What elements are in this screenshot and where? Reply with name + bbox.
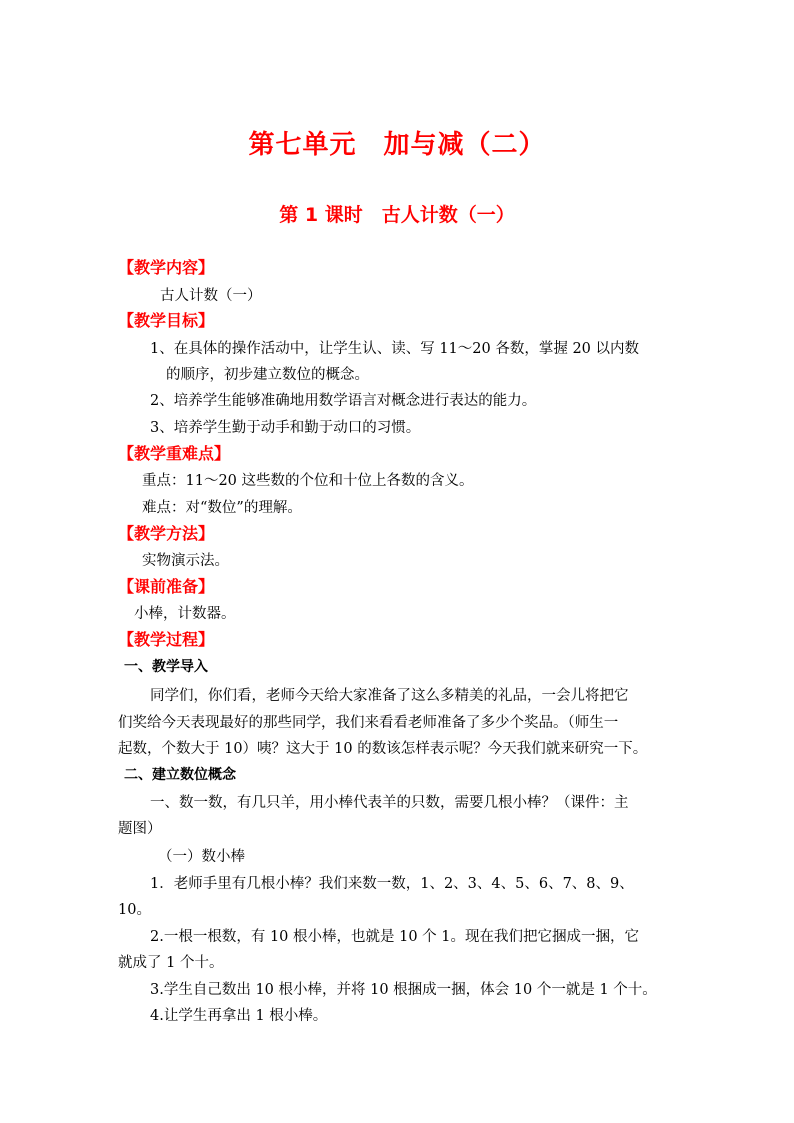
step-3: 3.学生自己数出 10 根小棒，并将 10 根捆成一捆，体会 10 个一就是 1 个十。 <box>150 982 657 998</box>
prep-heading: 【课前准备】 <box>118 577 215 596</box>
process-part-2-line-1: 一、数一数，有几只羊，用小棒代表羊的只数，需要几根小棒？（课件：主 <box>150 795 629 811</box>
goal-1-line-1: 1、在具体的操作活动中，让学生认、读、写 11～20 各数，掌握 20 以内数 <box>150 341 640 357</box>
step-1-line-1: 1．老师手里有几根小棒？我们来数一数，1、2、3、4、5、6、7、8、9、 <box>150 876 634 892</box>
step-2-line-1: 2.一根一根数，有 10 根小棒，也就是 10 个 1。现在我们把它捆成一捆，它 <box>150 929 640 945</box>
process-part-1-line-1: 同学们，你们看，老师今天给大家准备了这么多精美的礼品，一会儿将把它 <box>150 688 629 704</box>
step-1-line-2: 10。 <box>118 902 151 918</box>
prep-text: 小棒，计数器。 <box>134 606 236 622</box>
key-point: 重点：11～20 这些数的个位和十位上各数的含义。 <box>142 473 474 489</box>
content-text: 古人计数（一） <box>160 288 262 304</box>
methods-heading: 【教学方法】 <box>118 524 215 543</box>
key-points-heading: 【教学重难点】 <box>118 444 231 463</box>
process-part-2-title: 二、建立数位概念 <box>124 767 236 783</box>
content-heading: 【教学内容】 <box>118 258 215 277</box>
goal-3: 3、培养学生勤于动手和勤于动口的习惯。 <box>150 420 421 436</box>
goal-1-line-2: 的顺序，初步建立数位的概念。 <box>166 367 369 383</box>
process-part-2-line-2: 题图） <box>118 821 162 837</box>
step-4: 4.让学生再拿出 1 根小棒。 <box>150 1008 328 1024</box>
process-part-1-line-3: 起数，个数大于 10）咦？这大于 10 的数该怎样表示呢？今天我们就来研究一下。 <box>118 741 648 757</box>
process-part-1-title: 一、教学导入 <box>124 659 208 675</box>
subsection-count-sticks: （一）数小棒 <box>158 849 245 865</box>
goal-2: 2、培养学生能够准确地用数学语言对概念进行表达的能力。 <box>150 393 537 409</box>
difficult-point: 难点：对“数位”的理解。 <box>142 500 302 516</box>
process-part-1-line-2: 们奖给今天表现最好的那些同学，我们来看看老师准备了多少个奖品。（师生一 <box>118 715 619 731</box>
goals-heading: 【教学目标】 <box>118 311 215 330</box>
step-2-line-2: 就成了 1 个十。 <box>118 955 224 971</box>
lesson-title: 第 1 课时 古人计数（一） <box>279 204 515 226</box>
process-heading: 【教学过程】 <box>118 630 215 649</box>
methods-text: 实物演示法。 <box>142 553 229 569</box>
unit-title: 第七单元 加与减（二） <box>248 130 546 160</box>
